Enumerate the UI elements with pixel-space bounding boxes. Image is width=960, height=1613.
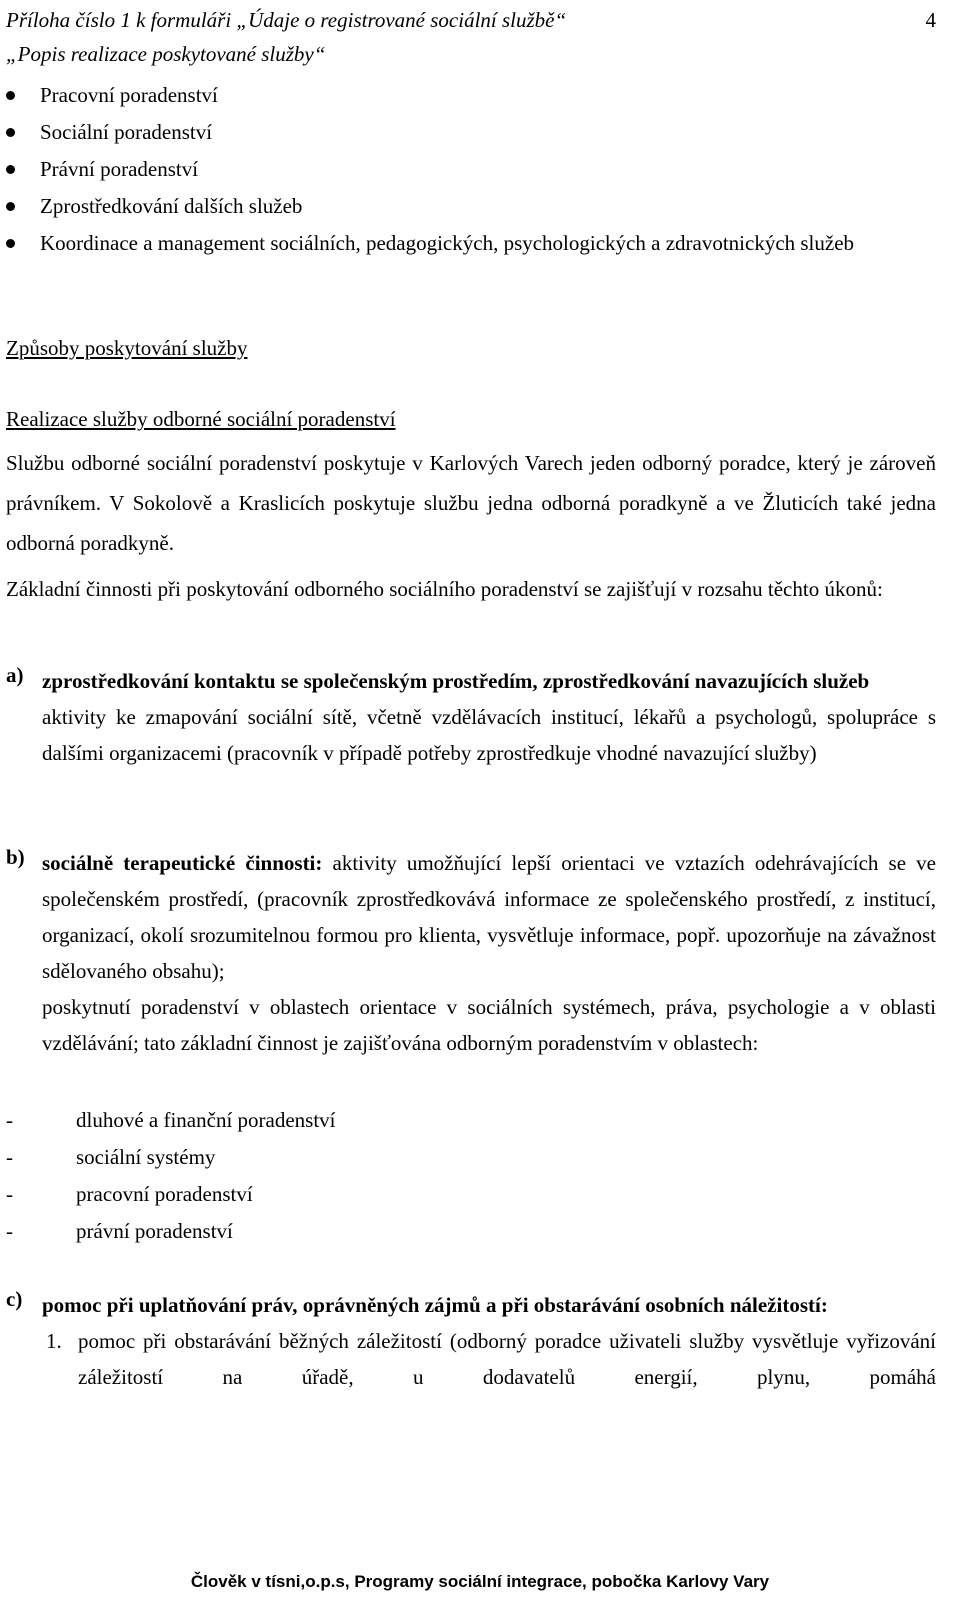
dash-item: - právní poradenství bbox=[6, 1219, 233, 1243]
item-a-label: a) bbox=[6, 663, 24, 687]
section-title: Způsoby poskytování služby bbox=[6, 336, 248, 360]
subsection-title: Realizace služby odborné sociální poradenství bbox=[6, 407, 396, 431]
item-a-text: aktivity ke zmapování sociální sítě, včetně vzdělávacích institucí, lékařů a psychologů, spolupráce s dalšími organizacemi (pracovník v případě potřeby zprostředkuje vhodné navazující služby) bbox=[42, 705, 936, 765]
item-b bbox=[6, 845, 936, 1061]
item-c-label: c) bbox=[6, 1287, 23, 1311]
bullet-item: Právní poradenství bbox=[6, 151, 936, 188]
paragraph-basic-activities: Základní činnosti při poskytování odborného sociálního poradenství se zajišťují v rozsahu těchto úkonů: bbox=[6, 577, 883, 601]
page-footer: Člověk v tísni,o.p.s, Programy sociální integrace, pobočka Karlovy Vary bbox=[190, 1572, 770, 1591]
item-b-heading: sociálně terapeutické činnosti: bbox=[42, 851, 323, 875]
item-b-text: aktivity umožňující lepší orientaci ve vztazích odehrávajících se ve společenském prostředí, (pracovník zprostředkovává informace ze společenského prostředí, z institucí, organizací, okolí srozumitelnou formou pro klienta, vysvětluje informace, popř. upozorňuje na závažnost sdělovaného obsahu); bbox=[42, 851, 937, 983]
page-header bbox=[6, 6, 936, 34]
header-subtitle: „Popis realizace poskytované služby“ bbox=[6, 42, 326, 66]
item-c-sublist bbox=[42, 1323, 936, 1395]
dash-item: - dluhové a finanční poradenství bbox=[6, 1108, 336, 1132]
page-number: 4 bbox=[925, 8, 936, 32]
dash-item: - pracovní poradenství bbox=[6, 1182, 253, 1206]
item-c bbox=[6, 1287, 936, 1395]
paragraph-advisors: Službu odborné sociální poradenství poskytuje v Karlových Varech jeden odborný poradce, který je zároveň právníkem. V Sokolově a Kraslicích poskytuje službu jedna odborná poradkyně a ve Žluticích také jedna odborná poradkyně. bbox=[6, 451, 936, 555]
bullet-item: Sociální poradenství bbox=[6, 114, 936, 151]
dash-item: - sociální systémy bbox=[6, 1145, 216, 1169]
item-b-text2: poskytnutí poradenství v oblastech orientace v sociálních systémech, práva, psychologie a v oblasti vzdělávání; tato základní činnost je zajišťována odborným poradenstvím v oblastech: bbox=[42, 995, 936, 1055]
bullet-item: Zprostředkování dalších služeb bbox=[6, 188, 936, 225]
bullet-item: Pracovní poradenství bbox=[6, 77, 936, 114]
item-c-sub-label: 1. bbox=[46, 1329, 62, 1353]
item-c-sub-text: pomoc při obstarávání běžných záležitostí (odborný poradce uživateli služby vysvětluje vyřizování záležitostí na úřadě, u dodavatelů energií, plynu, pomáhá bbox=[78, 1329, 936, 1389]
item-b-label: b) bbox=[6, 845, 25, 869]
bullet-item: Koordinace a management sociálních, pedagogických, psychologických a zdravotnických služeb bbox=[6, 225, 936, 261]
item-a bbox=[6, 663, 936, 771]
service-bullet-list bbox=[6, 77, 936, 261]
item-c-heading: pomoc při uplatňování práv, oprávněných zájmů a při obstarávání osobních náležitostí: bbox=[42, 1293, 828, 1317]
header-title: Příloha číslo 1 k formuláři „Údaje o registrované sociální službě“ bbox=[6, 8, 567, 32]
item-a-heading: zprostředkování kontaktu se společenským prostředím, zprostředkování navazujících služeb bbox=[42, 669, 870, 693]
